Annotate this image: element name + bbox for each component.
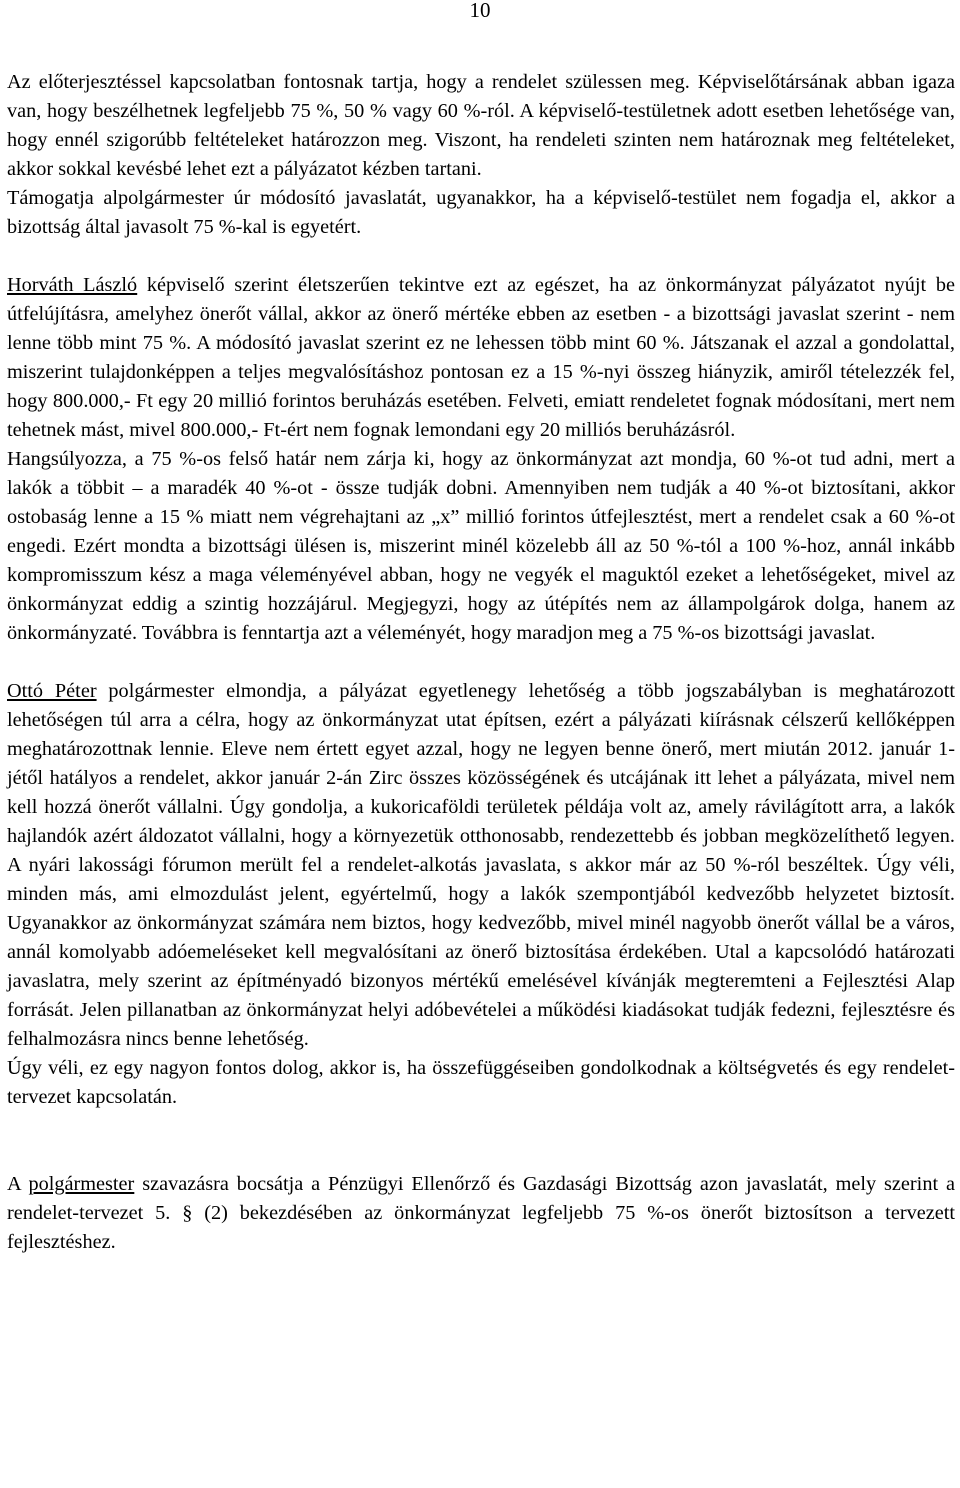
paragraph-text: polgármester elmondja, a pályázat egyetlenegy lehetőség a több jogszabályban is meghatározott lehetőségen túl arra a célra, hogy az önkormányzat utat építsen, ezért a pályázati kiírásnak célszerű kellőképpen meghatározottnak lennie. Eleve nem értett egyet azzal, hogy ne legyen benne önerő, mert miután 2012. január 1-jétől hatályos a rendelet, akkor január 2-án Zirc összes közösségének és utcájának itt lehet a pályázata, mivel nem kell hozzá önerőt vállalni. Úgy gondolja, a kukoricaföldi területek példája volt az, amely rávilágított arra, a lakók hajlandók azért áldozatot vállalni, hogy a környezetük otthonosabb, rendezettebb és jobban megközelíthető legyen. A nyári lakossági fórumon merült fel a rendelet-alkotás javaslata, s akkor már az 50 %-ról beszéltek. Úgy véli, minden más, ami elmozdulást jelent, egyértelmű, hogy a lakók szempontjából kedvezőbb helyzetet biztosít. Ugyanakkor az önkormányzat számára nem biztos, hogy kedvezőbb, mivel minél nagyobb önerőt vállal be a város, annál komolyabb adóemeléseket kell megvalósítani az önerő biztosítása érdekében. Utal a kapcsolódó határozati javaslatra, mely szerint az építményadó bizonyos mértékű emelésével kívánják megteremteni a Fejlesztési Alap forrását. Jelen pillanatban az önkormányzat helyi adóbevételei a működési kiadásokat tudják fedezni, fejlesztésre és felhalmozásra nincs benne lehetőség. — [7, 680, 955, 1050]
paragraph-text: szavazásra bocsátja a Pénzügyi Ellenőrző és Gazdasági Bizottság azon javaslatát, mely szerint a rendelet-tervezet 5. § (2) bekezdésében az önkormányzat legfeljebb 75 %-os önerőt biztosítson a tervezett fejlesztéshez. — [7, 1173, 955, 1253]
paragraph-prefix: A — [7, 1173, 29, 1195]
speaker-name: Horváth László — [7, 274, 138, 296]
speaker-name: Ottó Péter — [7, 680, 97, 702]
paragraph-emphasis: Hangsúlyozza, a 75 %-os felső határ nem zárja ki, hogy az önkormányzat azt mondja, 60 %-ot tud adni, mert a lakók a többit – a maradék 40 %-ot - össze tudják dobni. Amennyiben nem tudják a 40 %-ot biztosítani, akkor ostobaság lenne a 15 % miatt nem végrehajtani az „x” millió forintos útfejlesztést, mert a rendelet csak a 60 %-ot engedi. Ezért mondta a bizottsági ülésen is, miszerint minél közelebb áll az 50 %-tól a 100 %-hoz, annál inkább kompromisszum kész a maga véleményével abban, hogy ne vegyék el maguktól ezeket a lehetőségeket, mivel az önkormányzat eddig a szintig hozzájárul. Megjegyzi, hogy az útépítés nem az állampolgárok dolga, hanem az önkormányzaté. Továbbra is fenntartja azt a véleményét, hogy maradjon meg a 75 %-os bizottsági javaslat. — [7, 448, 955, 644]
paragraph-horvath — [7, 271, 955, 445]
paragraph-gap — [7, 1112, 955, 1170]
paragraph-gap — [7, 648, 955, 677]
page-number: 10 — [469, 0, 491, 22]
paragraph-vote — [7, 1170, 955, 1257]
speaker-name: polgármester — [28, 1173, 135, 1195]
paragraph-opinion: Úgy véli, ez egy nagyon fontos dolog, akkor is, ha összefüggéseiben gondolkodnak a költségvetés és egy rendelet-tervezet kapcsolatán. — [7, 1057, 955, 1108]
paragraph-otto — [7, 677, 955, 1054]
document-body — [7, 68, 955, 1257]
paragraph-text: képviselő szerint életszerűen tekintve ezt az egészet, ha az önkormányzat pályázatot nyújt be útfelújításra, amelyhez önerőt vállal, akkor az önerő mértéke ebben az esetben - a bizottsági javaslat szerint - nem lenne több mint 75 %. A módosító javaslat szerint ez ne lehessen több mint 60 %. Játszanak el azzal a gondolattal, miszerint tulajdonképpen a teljes megvalósításhoz pontosan ez a 15 %-nyi összeg hiányzik, amiről tételezzék fel, hogy 800.000,- Ft egy 20 millió forintos beruházás esetében. Felveti, emiatt rendeletet fognak módosítani, mert nem tehetnek mást, mivel 800.000,- Ft-ért nem fognak lemondani egy 20 milliós beruházásról. — [7, 274, 956, 441]
paragraph-intro: Az előterjesztéssel kapcsolatban fontosnak tartja, hogy a rendelet szülessen meg. Képviselőtársának abban igaza van, hogy beszélhetnek legfeljebb 75 %, 50 % vagy 60 %-ról. A képviselő-testületnek adott esetben lehetősége van, hogy ennél szigorúbb feltételeket határozzon meg. Viszont, ha rendeleti szinten nem határoznak meg feltételeket, akkor sokkal kevésbé lehet ezt a pályázatot kézben tartani. — [7, 71, 955, 180]
paragraph-support: Támogatja alpolgármester úr módosító javaslatát, ugyanakkor, ha a képviselő-testület nem fogadja el, akkor a bizottság által javasolt 75 %-kal is egyetért. — [7, 187, 955, 238]
paragraph-gap — [7, 242, 955, 271]
